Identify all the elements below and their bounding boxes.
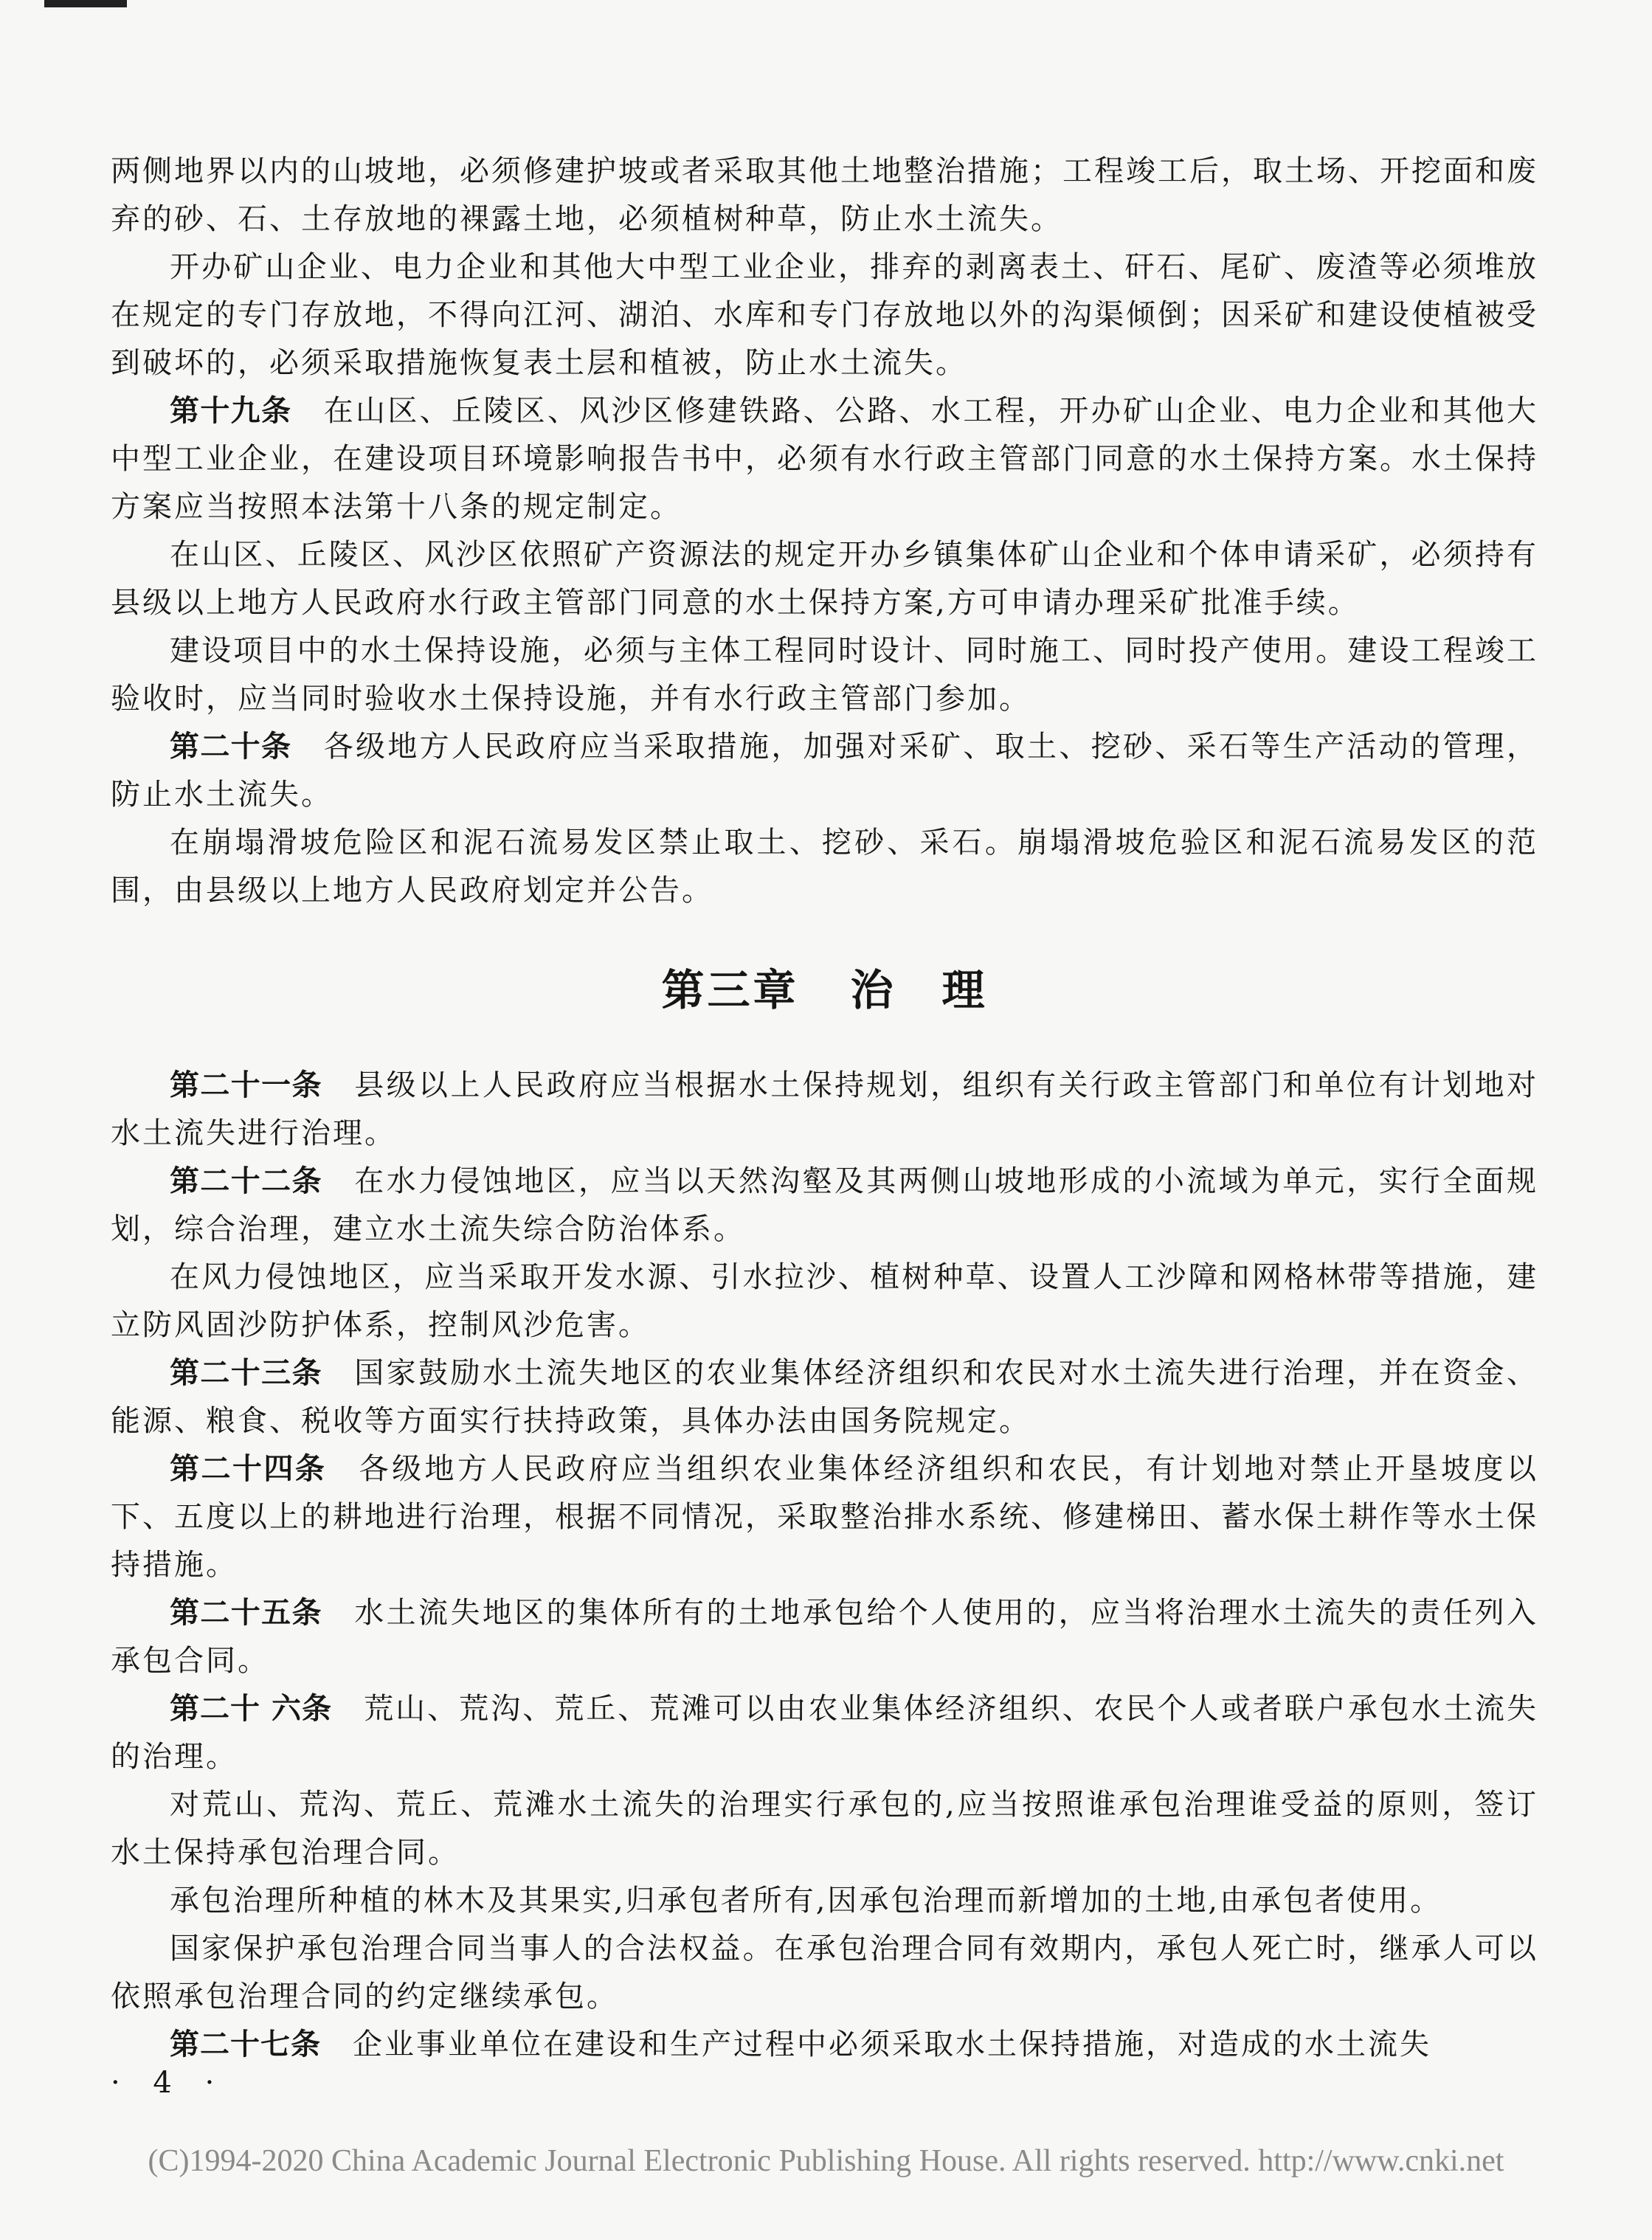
paragraph (111, 387, 1538, 531)
paragraph-text: 两侧地界以内的山坡地，必须修建护坡或者采取其他土地整治措施；工程竣工后，取土场、开挖面和废弃的砂、石、土存放地的裸露土地，必须植树种草，防止水土流失。 (111, 154, 1538, 236)
paragraph-text: 在山区、丘陵区、风沙区修建铁路、公路、水工程，开办矿山企业、电力企业和其他大中型工业企业，在建设项目环境影响报告书中，必须有水行政主管部门同意的水土保持方案。水土保持方案应当按照本法第十八条的规定制定。 (111, 394, 1539, 524)
paragraph-text: 建设项目中的水土保持设施，必须与主体工程同时设计、同时施工、同时投产使用。建设工程竣工验收时，应当同时验收水土保持设施，并有水行政主管部门参加。 (111, 634, 1538, 716)
corner-scan-mark (44, 0, 127, 7)
paragraph (111, 243, 1538, 387)
paragraph-text: 对荒山、荒沟、荒丘、荒滩水土流失的治理实行承包的,应当按照谁承包治理谁受益的原则，签订水土保持承包治理合同。 (111, 1788, 1538, 1870)
paragraph (111, 1445, 1538, 1589)
paragraph-text: 企业事业单位在建设和生产过程中必须采取水土保持措施，对造成的水土流失 (353, 2028, 1431, 2061)
paragraph-text: 在崩塌滑坡危险区和泥石流易发区禁止取土、挖砂、采石。崩塌滑坡危验区和泥石流易发区的范围，由县级以上地方人民政府划定并公告。 (111, 826, 1538, 908)
article-number: 第十九条 (170, 394, 292, 428)
paragraph-text: 承包治理所种植的林木及其果实,归承包者所有,因承包治理而新增加的土地,由承包者使用。 (170, 1884, 1442, 1918)
paragraph (111, 1349, 1538, 1445)
paragraph (111, 531, 1538, 627)
paragraph-text: 县级以上人民政府应当根据水土保持规划，组织有关行政主管部门和单位有计划地对水土流失进行治理。 (111, 1068, 1539, 1150)
paragraph (111, 2021, 1538, 2069)
article-number: 第二十一条 (170, 1068, 322, 1102)
page-number: · 4 · (111, 2066, 227, 2100)
article-number: 第二十二条 (170, 1164, 322, 1198)
paragraph (111, 1589, 1538, 1685)
paragraph-text: 国家保护承包治理合同当事人的合法权益。在承包治理合同有效期内，承包人死亡时，继承人可以依照承包治理合同的约定继续承包。 (111, 1932, 1538, 2013)
paragraph-group-chapter-two (111, 148, 1538, 915)
paragraph (111, 723, 1538, 819)
paragraph-text: 荒山、荒沟、荒丘、荒滩可以由农业集体经济组织、农民个人或者联户承包水土流失的治理。 (111, 1692, 1538, 1774)
article-number: 第二十四条 (170, 1452, 327, 1486)
copyright-footer: (C)1994-2020 China Academic Journal Electronic Publishing House. All rights reserved. http://www.cnki.net (148, 2144, 1504, 2178)
paragraph (111, 1254, 1538, 1349)
article-number: 第二十七条 (170, 2028, 321, 2061)
paragraph (111, 1877, 1538, 1925)
paragraph (111, 1685, 1538, 1781)
paragraph (111, 148, 1538, 243)
article-number: 第二十 六条 (170, 1692, 333, 1726)
article-number: 第二十三条 (170, 1356, 322, 1390)
chapter-heading (111, 955, 1538, 1017)
article-number: 第二十五条 (170, 1596, 322, 1630)
article-number: 第二十条 (170, 730, 292, 764)
paragraph (111, 1062, 1538, 1158)
document-body (111, 148, 1538, 2069)
paragraph (111, 1781, 1538, 1877)
chapter-number: 第三章 (661, 965, 799, 1015)
paragraph-text: 在风力侵蚀地区，应当采取开发水源、引水拉沙、植树种草、设置人工沙障和网格林带等措施，建立防风固沙防护体系，控制风沙危害。 (111, 1260, 1538, 1342)
paragraph-text: 各级地方人民政府应当组织农业集体经济组织和农民，有计划地对禁止开垦坡度以下、五度以上的耕地进行治理，根据不同情况，采取整治排水系统、修建梯田、蓄水保土耕作等水土保持措施。 (111, 1452, 1539, 1582)
paragraph (111, 1925, 1538, 2021)
paragraph-text: 各级地方人民政府应当采取措施，加强对采矿、取土、挖砂、采石等生产活动的管理，防止水土流失。 (111, 730, 1539, 812)
paragraph-group-chapter-three (111, 1062, 1538, 2069)
paragraph-text: 国家鼓励水土流失地区的农业集体经济组织和农民对水土流失进行治理，并在资金、能源、粮食、税收等方面实行扶持政策，具体办法由国务院规定。 (111, 1356, 1539, 1438)
paragraph-text: 在山区、丘陵区、风沙区依照矿产资源法的规定开办乡镇集体矿山企业和个体申请采矿，必须持有县级以上地方人民政府水行政主管部门同意的水土保持方案,方可申请办理采矿批准手续。 (111, 538, 1538, 620)
chapter-title: 治 理 (850, 965, 988, 1015)
paragraph (111, 627, 1538, 723)
paragraph-text: 水土流失地区的集体所有的土地承包给个人使用的，应当将治理水土流失的责任列入承包合同。 (111, 1596, 1539, 1678)
paragraph (111, 819, 1538, 915)
paragraph-text: 开办矿山企业、电力企业和其他大中型工业企业，排弃的剥离表土、矸石、尾矿、废渣等必须堆放在规定的专门存放地，不得向江河、湖泊、水库和专门存放地以外的沟渠倾倒；因采矿和建设使植被受到破坏的，必须采取措施恢复表土层和植被，防止水土流失。 (111, 250, 1538, 380)
paragraph (111, 1158, 1538, 1254)
paragraph-text: 在水力侵蚀地区，应当以天然沟壑及其两侧山坡地形成的小流域为单元，实行全面规划，综合治理，建立水土流失综合防治体系。 (111, 1164, 1539, 1246)
